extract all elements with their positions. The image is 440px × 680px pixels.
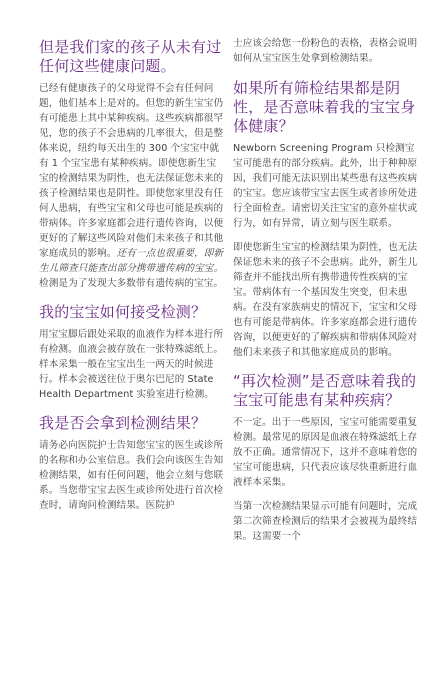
paragraph-healthy-children-end: 检测是为了发现大多数带有遗传病的宝宝。 (39, 278, 224, 289)
italic-note: 还有一点也很重要，即新生儿筛查只能查出部分携带遗传病的宝宝。 (39, 248, 224, 274)
paragraph-retest-reason: 不一定。出于一些原因，宝宝可能需要重复检测。最常见的原因是血液在特殊滤纸上存放不正确。通常情况下，这并不意味着您的宝宝可能患病，只代表应该尽快重新进行血液样本采集。 (233, 417, 418, 488)
heading-never-had-problems: 但是我们家的孩子从未有过任何这些健康问题。 (39, 38, 222, 75)
paragraph-final-result: 当第一次检测结果显示可能有问题时，完成第二次筛查检测后的结果才会被视为最终结果。这需要一个 (233, 501, 418, 542)
heading-get-results: 我是否会拿到检测结果？ (39, 414, 207, 432)
paragraph-healthy-children (39, 81, 225, 291)
heading-all-negative: 如果所有筛检结果都是阴性，是否意味着我的宝宝身体健康？ (233, 79, 416, 135)
paragraph-healthy-children-text: 已经有健康孩子的父母觉得不会有任何问题，他们基本上是对的。但您的新生宝宝仍有可能患上其中某种疾病。这些疾病都很罕见，您的孩子不会患病的几率很大，但是整体来说，纽约每天出生的 300 个宝宝中就有 1 个宝宝患有某种疾病。即使您新生宝宝的检测结果为阴性，也无法保证您未来的孩子检测结果也是阴性。即使您家里没有任何人患病，有些宝宝和父母也可能是疾病的带病体。许多家庭都会进行遗传咨询，以便更好的了解这些风险对他们未来孩子和其他家庭成员的影响。 (39, 83, 224, 259)
paragraph-pink-form: 士应该会给您一份粉色的表格，表格会说明如何从宝宝医生处拿到检测结果。 (233, 38, 418, 64)
heading-how-tested: 我的宝宝如何接受检测？ (39, 303, 207, 321)
paragraph-get-results: 请务必向医院护士告知您宝宝的医生或诊所的名称和办公室信息。我们会向该医生告知检测结果，如有任何问题，他会立刻与您联系。当您带宝宝去医生或诊所处进行首次检查时，请询问检测结果。医院护 (39, 440, 224, 511)
paragraph-future-children: 即使您新生宝宝的检测结果为阴性，也无法保证您未来的孩子不会患病。此外，新生儿筛查并不能找出所有携带遗传性疾病的宝宝。带病体有一个基因发生突变，但未患病。在没有家族病史的情况下，宝宝和父母也有可能是带病体。许多家庭都会进行遗传咨询，以便更好的了解疾病和带病体风险对他们未来孩子和其他家庭成员的影响。 (233, 242, 418, 358)
paragraph-program-scope: Newborn Screening Program 只检测宝宝可能患有的部分疾病。此外，出于种种原因，我们可能无法识别出某些患有这些疾病的宝宝。您应该带宝宝去医生或者诊所处进行全面检查。请密切关注宝宝的意外症状或行为，如有异常，请立刻与医生联系。 (233, 143, 418, 229)
right-column (233, 0, 419, 544)
paragraph-how-tested: 用宝宝脚后跟处采取的血液作为样本进行所有检测。血液会被存放在一张特殊滤纸上。样本采集一般在宝宝出生一两天的时候进行。样本会被送往位于奥尔巴尼的 State Health Department 实验室进行检测。 (39, 329, 224, 400)
heading-retest: “再次检测”是否意味着我的宝宝可能患有某种疾病？ (233, 372, 417, 409)
left-column (39, 0, 225, 513)
